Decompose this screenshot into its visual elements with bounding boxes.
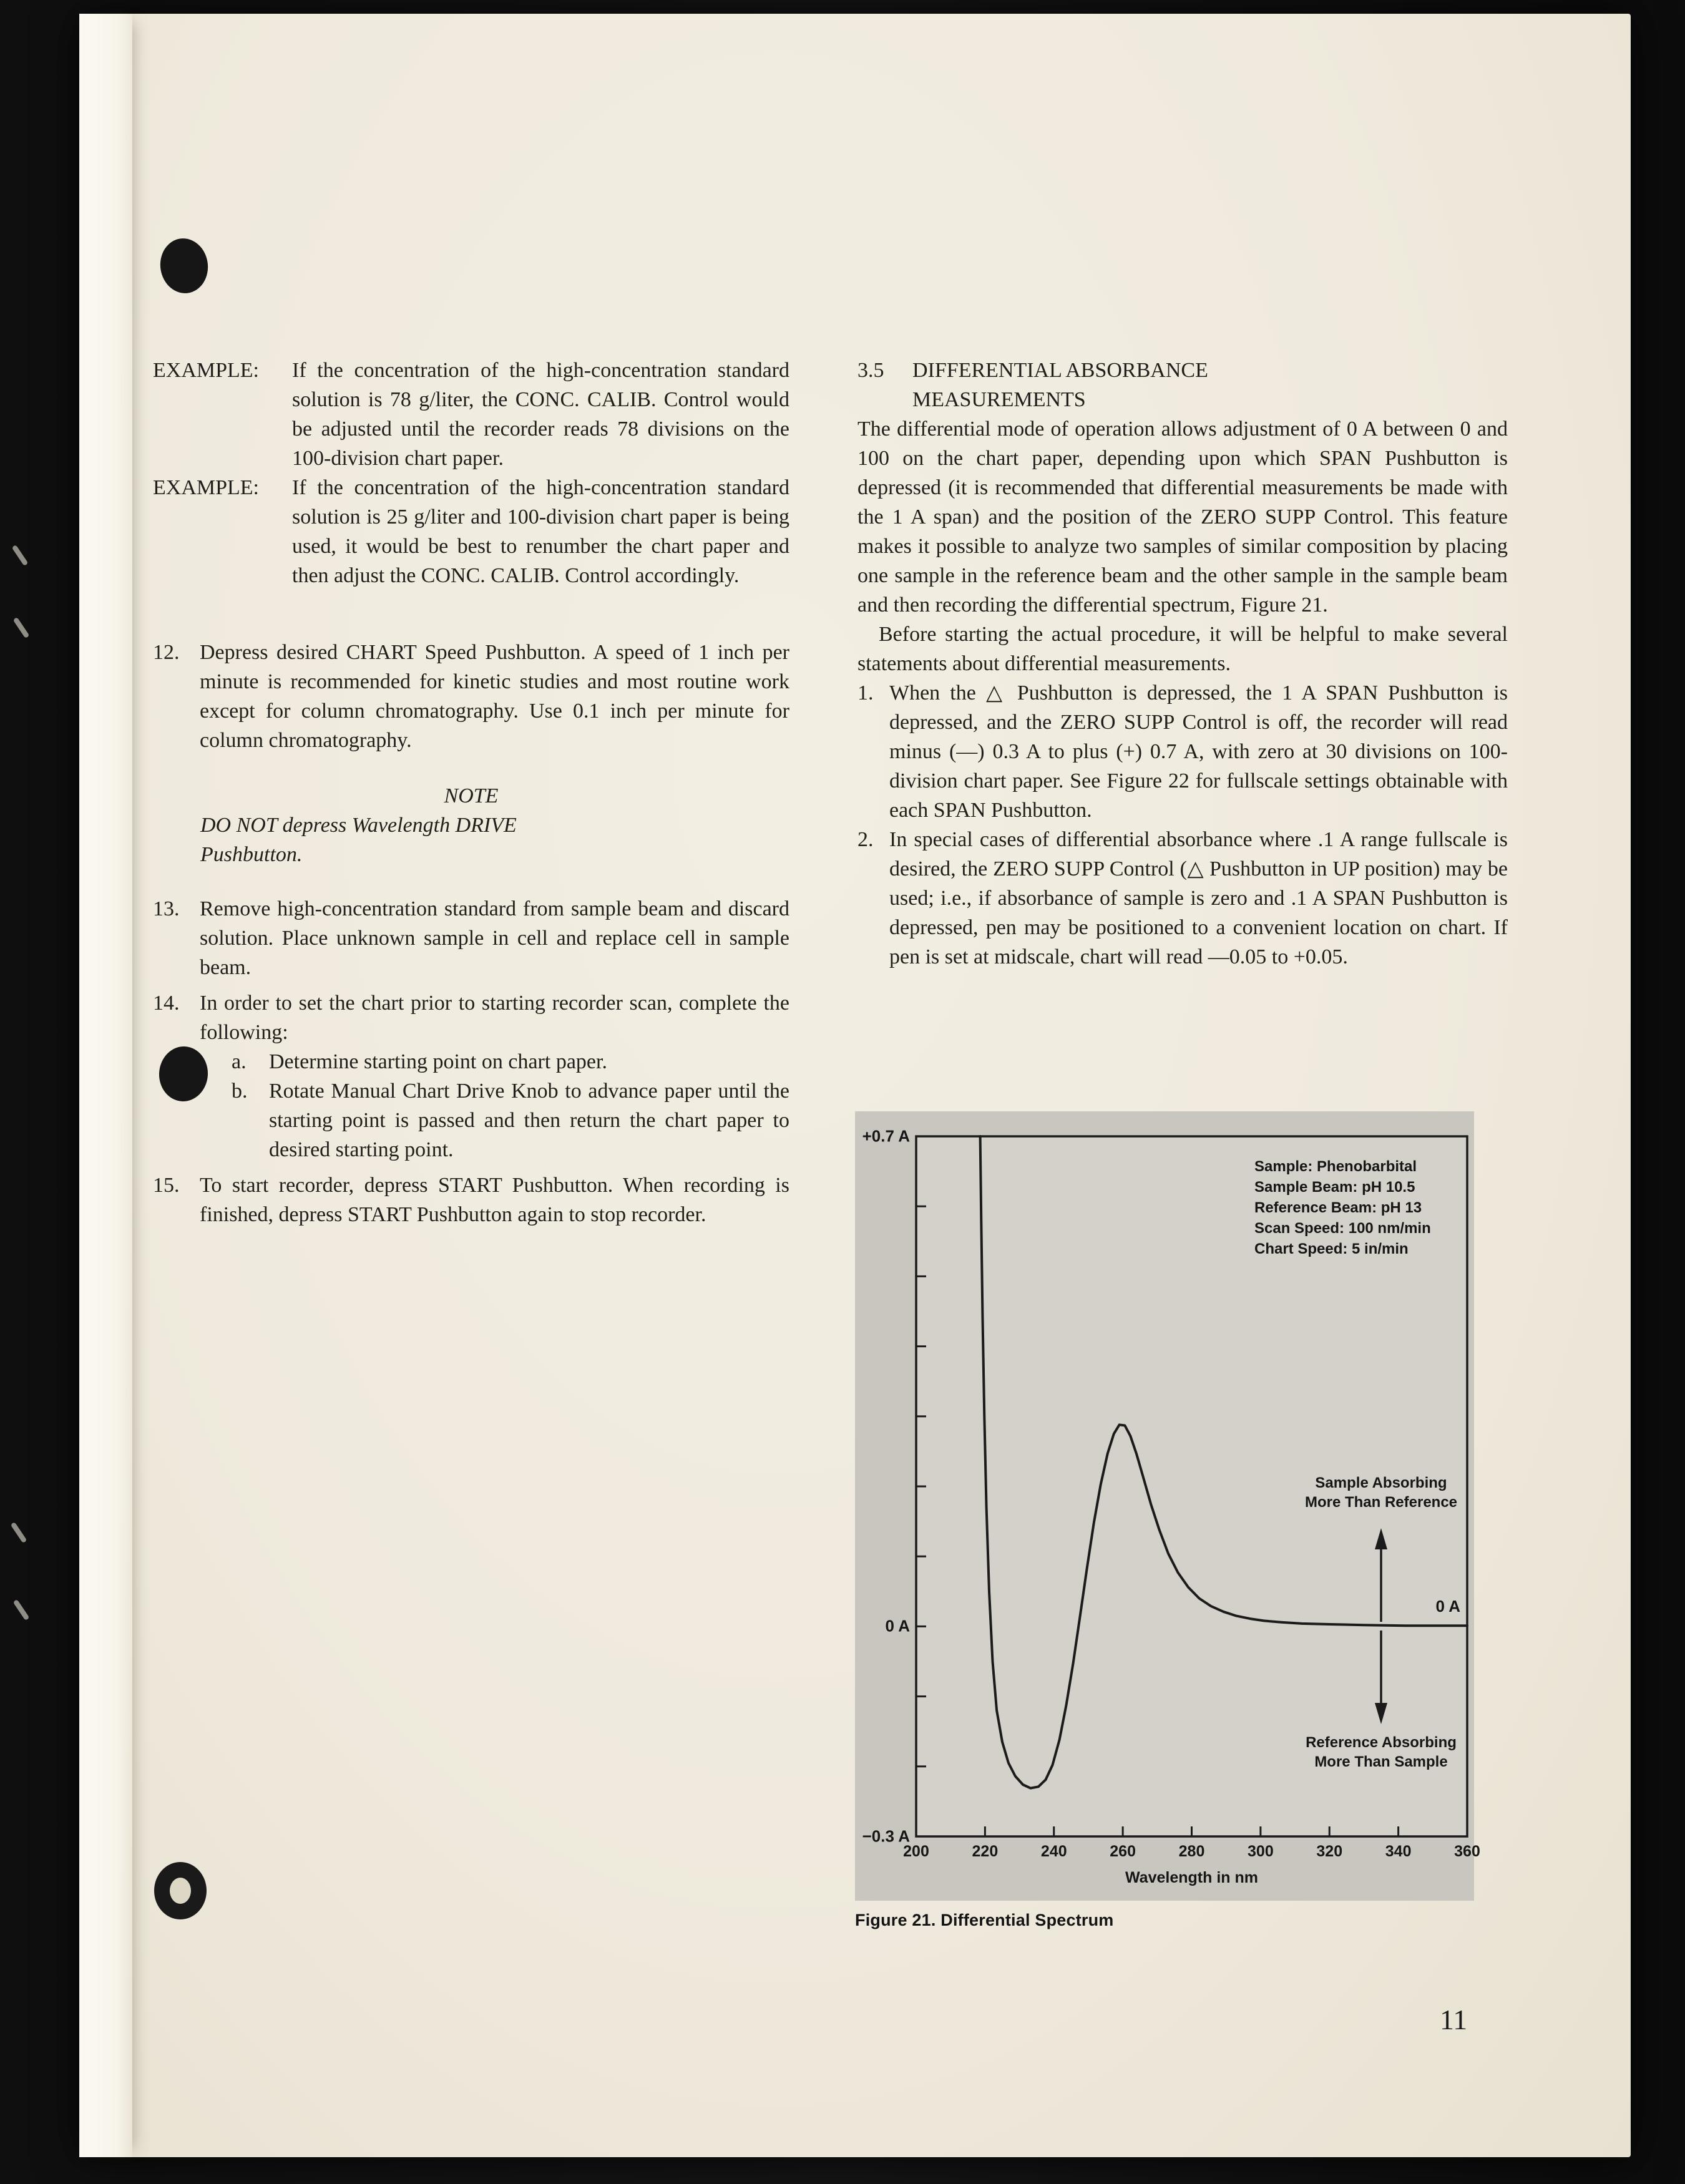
y-axis-label-zero: 0 A [885, 1616, 910, 1636]
section-heading [857, 356, 1508, 414]
note-body: DO NOT depress Wavelength DRIVE Pushbutton. [200, 814, 517, 866]
numbered-item-1 [857, 678, 1508, 825]
sub-item-letter: a. [232, 1050, 247, 1073]
page-binding-edge [79, 14, 132, 2157]
annotation-reference-absorbing: Reference Absorbing More Than Sample [1306, 1734, 1457, 1770]
x-tick: 360 [1454, 1843, 1480, 1860]
punch-hole [154, 1862, 207, 1919]
item-text: In special cases of differential absorbance where .1 A range fullscale is desired, the ZERO SUPP Control (△ Pushbutton in UP position) may be used; i.e., if absorbance of sample is zero and .1 A SPAN Pushbutton is depressed, pen may be positioned to a convenient location on chart. If pen is set at midscale, chart will read —0.05 to +0.05. [889, 828, 1508, 968]
binding-stitch [11, 1522, 27, 1543]
paragraph: Before starting the actual procedure, it will be helpful to make several statements about differential measurements. [857, 623, 1508, 675]
y-axis-label-bottom: −0.3 A [862, 1826, 910, 1846]
example-block [153, 356, 789, 473]
item-number: 12. [153, 641, 180, 664]
numbered-item-15 [153, 1171, 789, 1229]
item-number: 13. [153, 897, 180, 920]
sub-item-text: Rotate Manual Chart Drive Knob to advance paper until the starting point is passed and then return the chart paper to desired starting point. [269, 1080, 789, 1161]
annotation-sample-absorbing: Sample Absorbing More Than Reference [1304, 1475, 1458, 1511]
y-axis-label-top: +0.7 A [862, 1126, 910, 1146]
item-text: To start recorder, depress START Pushbutton. When recording is finished, depress START Pushbutton again to stop recorder. [200, 1174, 789, 1226]
item-number: 15. [153, 1174, 180, 1197]
sub-item-b [153, 1076, 789, 1164]
chart-info-box [1254, 1156, 1431, 1259]
figure-21-panel [855, 1111, 1480, 1901]
section-number: 3.5 [857, 359, 884, 382]
x-tick: 200 [903, 1843, 929, 1860]
info-line: Chart Speed: 5 in/min [1254, 1241, 1409, 1257]
zero-line-right-label: 0 A [1435, 1597, 1460, 1616]
numbered-item-2 [857, 825, 1508, 972]
numbered-item-12 [153, 638, 789, 755]
numbered-item-13 [153, 894, 789, 982]
x-tick: 260 [1110, 1843, 1136, 1860]
info-line: Reference Beam: pH 13 [1254, 1199, 1422, 1216]
info-line: Sample: Phenobarbital [1254, 1158, 1417, 1175]
item-text: In order to set the chart prior to starting recorder scan, complete the following: [200, 992, 789, 1044]
page-paper [79, 14, 1631, 2157]
x-tick: 280 [1178, 1843, 1205, 1860]
item-number: 2. [857, 828, 874, 851]
x-tick: 240 [1040, 1843, 1067, 1860]
paragraph: The differential mode of operation allows adjustment of 0 A between 0 and 100 on the chart paper, depending upon which SPAN Pushbutton is depressed (it is recommended that differential measurements be made with the 1 A span) and the position of the ZERO SUPP Control. This feature makes it possible to analyze two samples of similar composition by placing one sample in the reference beam and the other sample in the sample beam and then recording the differential spectrum, Figure 21. [857, 417, 1508, 617]
item-number: 14. [153, 992, 180, 1015]
info-line: Sample Beam: pH 10.5 [1254, 1179, 1415, 1196]
example-block [153, 473, 789, 590]
section-title-line2: MEASUREMENTS [912, 388, 1086, 411]
sub-item-text: Determine starting point on chart paper. [269, 1050, 607, 1073]
note-title: NOTE [444, 784, 499, 807]
x-tick: 220 [972, 1843, 999, 1860]
info-line: Scan Speed: 100 nm/min [1254, 1220, 1431, 1237]
binding-stitch [13, 617, 30, 638]
item-text: Remove high-concentration standard from sample beam and discard solution. Place unknown sample in cell and replace cell in sample beam. [200, 897, 789, 979]
x-axis-title: Wavelength in nm [1125, 1869, 1258, 1886]
example-text: If the concentration of the high-concentration standard solution is 25 g/liter and 100-division chart paper is being used, it would be best to renumber the chart paper and then adjust the CONC. CALIB. Control accordingly. [292, 476, 789, 587]
item-number: 1. [857, 681, 874, 704]
figure-caption: Figure 21. Differential Spectrum [855, 1911, 1114, 1929]
sub-item-a [153, 1047, 789, 1076]
x-tick: 320 [1316, 1843, 1343, 1860]
example-text: If the concentration of the high-concentration standard solution is 78 g/liter, the CONC. CALIB. Control would be adjusted until the recorder reads 78 divisions on the 100-division chart paper. [292, 359, 789, 470]
page-number: 11 [1440, 2004, 1468, 2035]
example-label: EXAMPLE: [153, 476, 259, 499]
sub-item-letter: b. [232, 1080, 248, 1103]
right-column [857, 356, 1508, 972]
punch-hole [157, 235, 212, 296]
item-text: When the △ Pushbutton is depressed, the 1 A SPAN Pushbutton is depressed, and the ZERO SUPP Control is off, the recorder will read minus (—) 0.3 A to plus (+) 0.7 A, with zero at 30 divisions on 100-division chart paper. See Figure 22 for fullscale settings obtainable with each SPAN Pushbutton. [889, 681, 1508, 822]
binding-stitch [12, 545, 29, 566]
numbered-item-14 [153, 988, 789, 1047]
left-column [153, 356, 789, 1229]
x-axis-tick-labels [882, 1843, 1502, 1861]
item-text: Depress desired CHART Speed Pushbutton. A speed of 1 inch per minute is recommended for kinetic studies and most routine work except for column chromatography. Use 0.1 inch per minute for column chromatography. [200, 641, 789, 752]
section-title-line1: DIFFERENTIAL ABSORBANCE [912, 359, 1208, 382]
x-tick: 300 [1248, 1843, 1274, 1860]
x-tick: 340 [1385, 1843, 1412, 1860]
binding-stitch [13, 1599, 30, 1621]
example-label: EXAMPLE: [153, 359, 259, 382]
